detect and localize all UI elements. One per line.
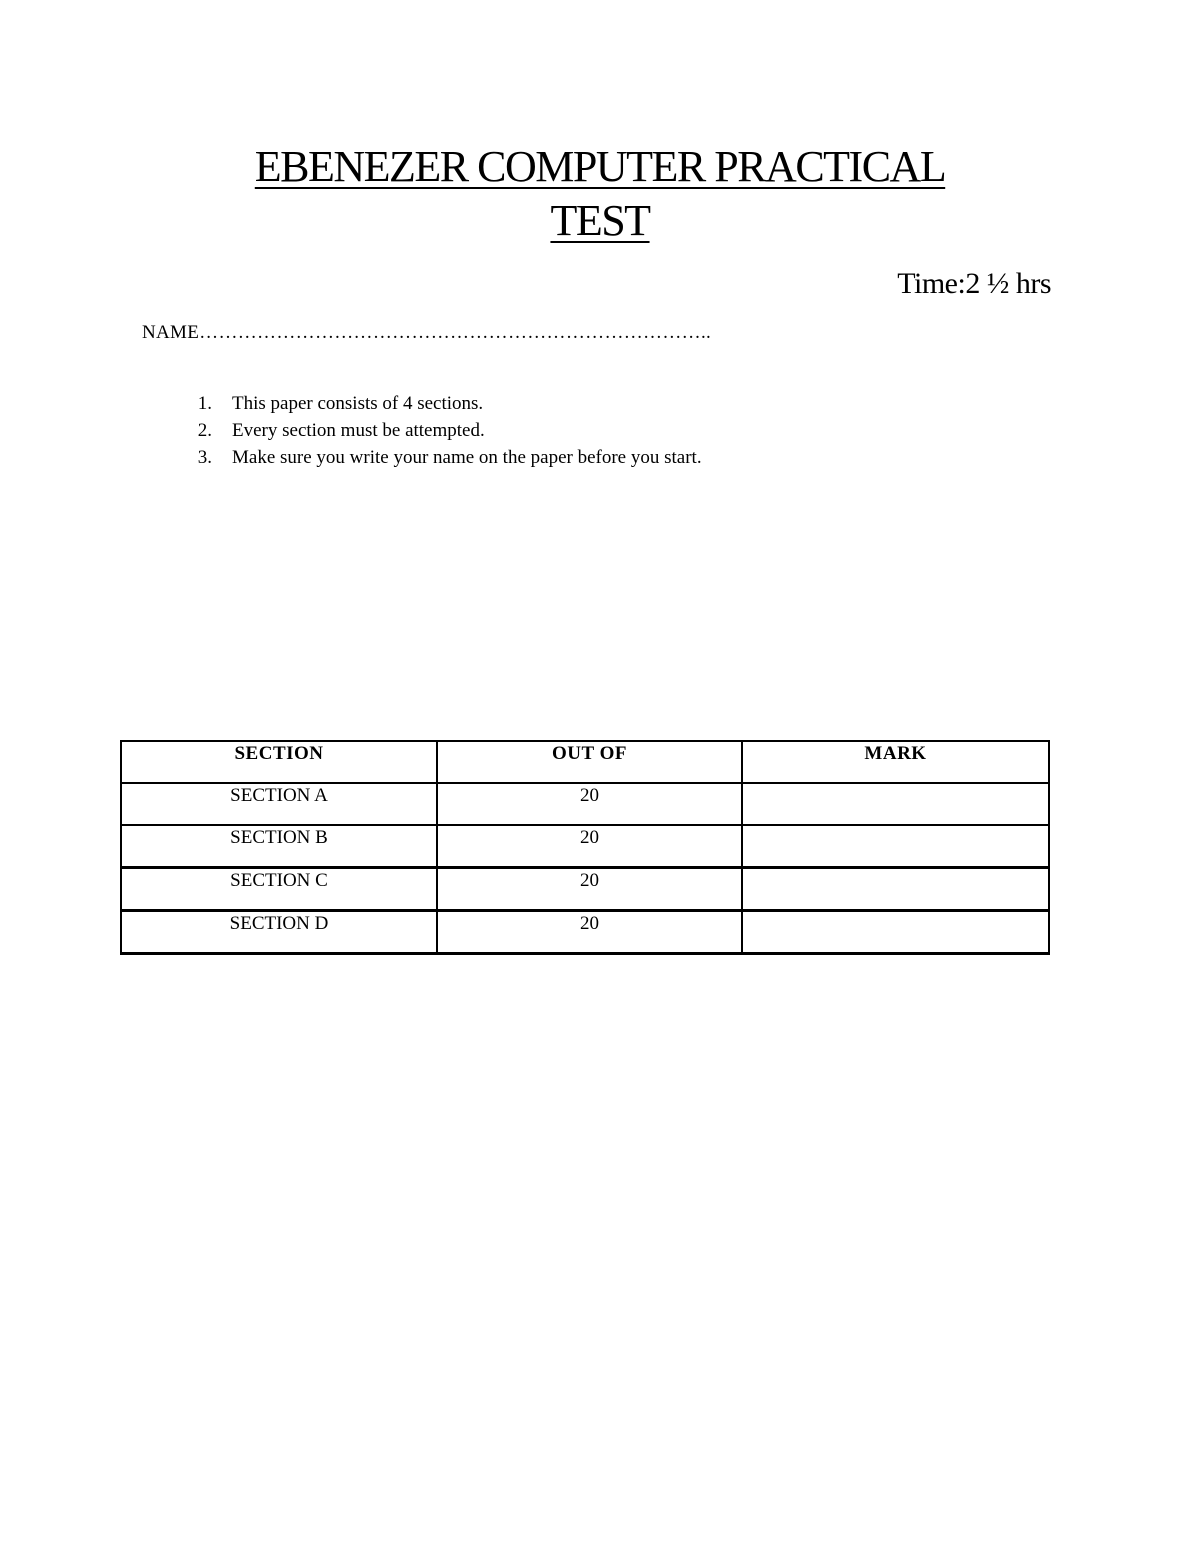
out-of-cell: 20 bbox=[437, 825, 742, 868]
instruction-number: 1. bbox=[197, 393, 212, 414]
page-title bbox=[0, 140, 1200, 248]
instruction-item bbox=[142, 444, 702, 471]
column-header-mark: MARK bbox=[742, 741, 1049, 783]
table-header-row bbox=[121, 741, 1049, 783]
out-of-cell: 20 bbox=[437, 911, 742, 954]
instruction-text: Make sure you write your name on the paper before you start. bbox=[232, 447, 702, 468]
instructions-list bbox=[142, 390, 702, 471]
title-line-1: EBENEZER COMPUTER PRACTICAL bbox=[254, 142, 946, 191]
section-cell: SECTION A bbox=[121, 783, 437, 825]
title-line-2: TEST bbox=[550, 196, 650, 245]
mark-cell bbox=[742, 868, 1049, 911]
section-cell: SECTION B bbox=[121, 825, 437, 868]
instruction-item bbox=[142, 390, 702, 417]
name-field: NAME…………………………………………………………………….. bbox=[142, 322, 712, 343]
section-cell: SECTION D bbox=[121, 911, 437, 954]
instruction-number: 2. bbox=[197, 420, 212, 441]
instruction-text: This paper consists of 4 sections. bbox=[232, 393, 484, 414]
instruction-text: Every section must be attempted. bbox=[232, 420, 485, 441]
section-cell: SECTION C bbox=[121, 868, 437, 911]
mark-cell bbox=[742, 825, 1049, 868]
mark-cell bbox=[742, 911, 1049, 954]
mark-cell bbox=[742, 783, 1049, 825]
time-allowed: Time:2 ½ hrs bbox=[897, 267, 1051, 300]
column-header-section: SECTION bbox=[121, 741, 437, 783]
table-row bbox=[121, 825, 1049, 868]
column-header-out-of: OUT OF bbox=[437, 741, 742, 783]
out-of-cell: 20 bbox=[437, 783, 742, 825]
marks-table bbox=[120, 740, 1050, 955]
instruction-number: 3. bbox=[197, 447, 212, 468]
table-row bbox=[121, 783, 1049, 825]
table-row bbox=[121, 868, 1049, 911]
out-of-cell: 20 bbox=[437, 868, 742, 911]
table-row bbox=[121, 911, 1049, 954]
instruction-item bbox=[142, 417, 702, 444]
